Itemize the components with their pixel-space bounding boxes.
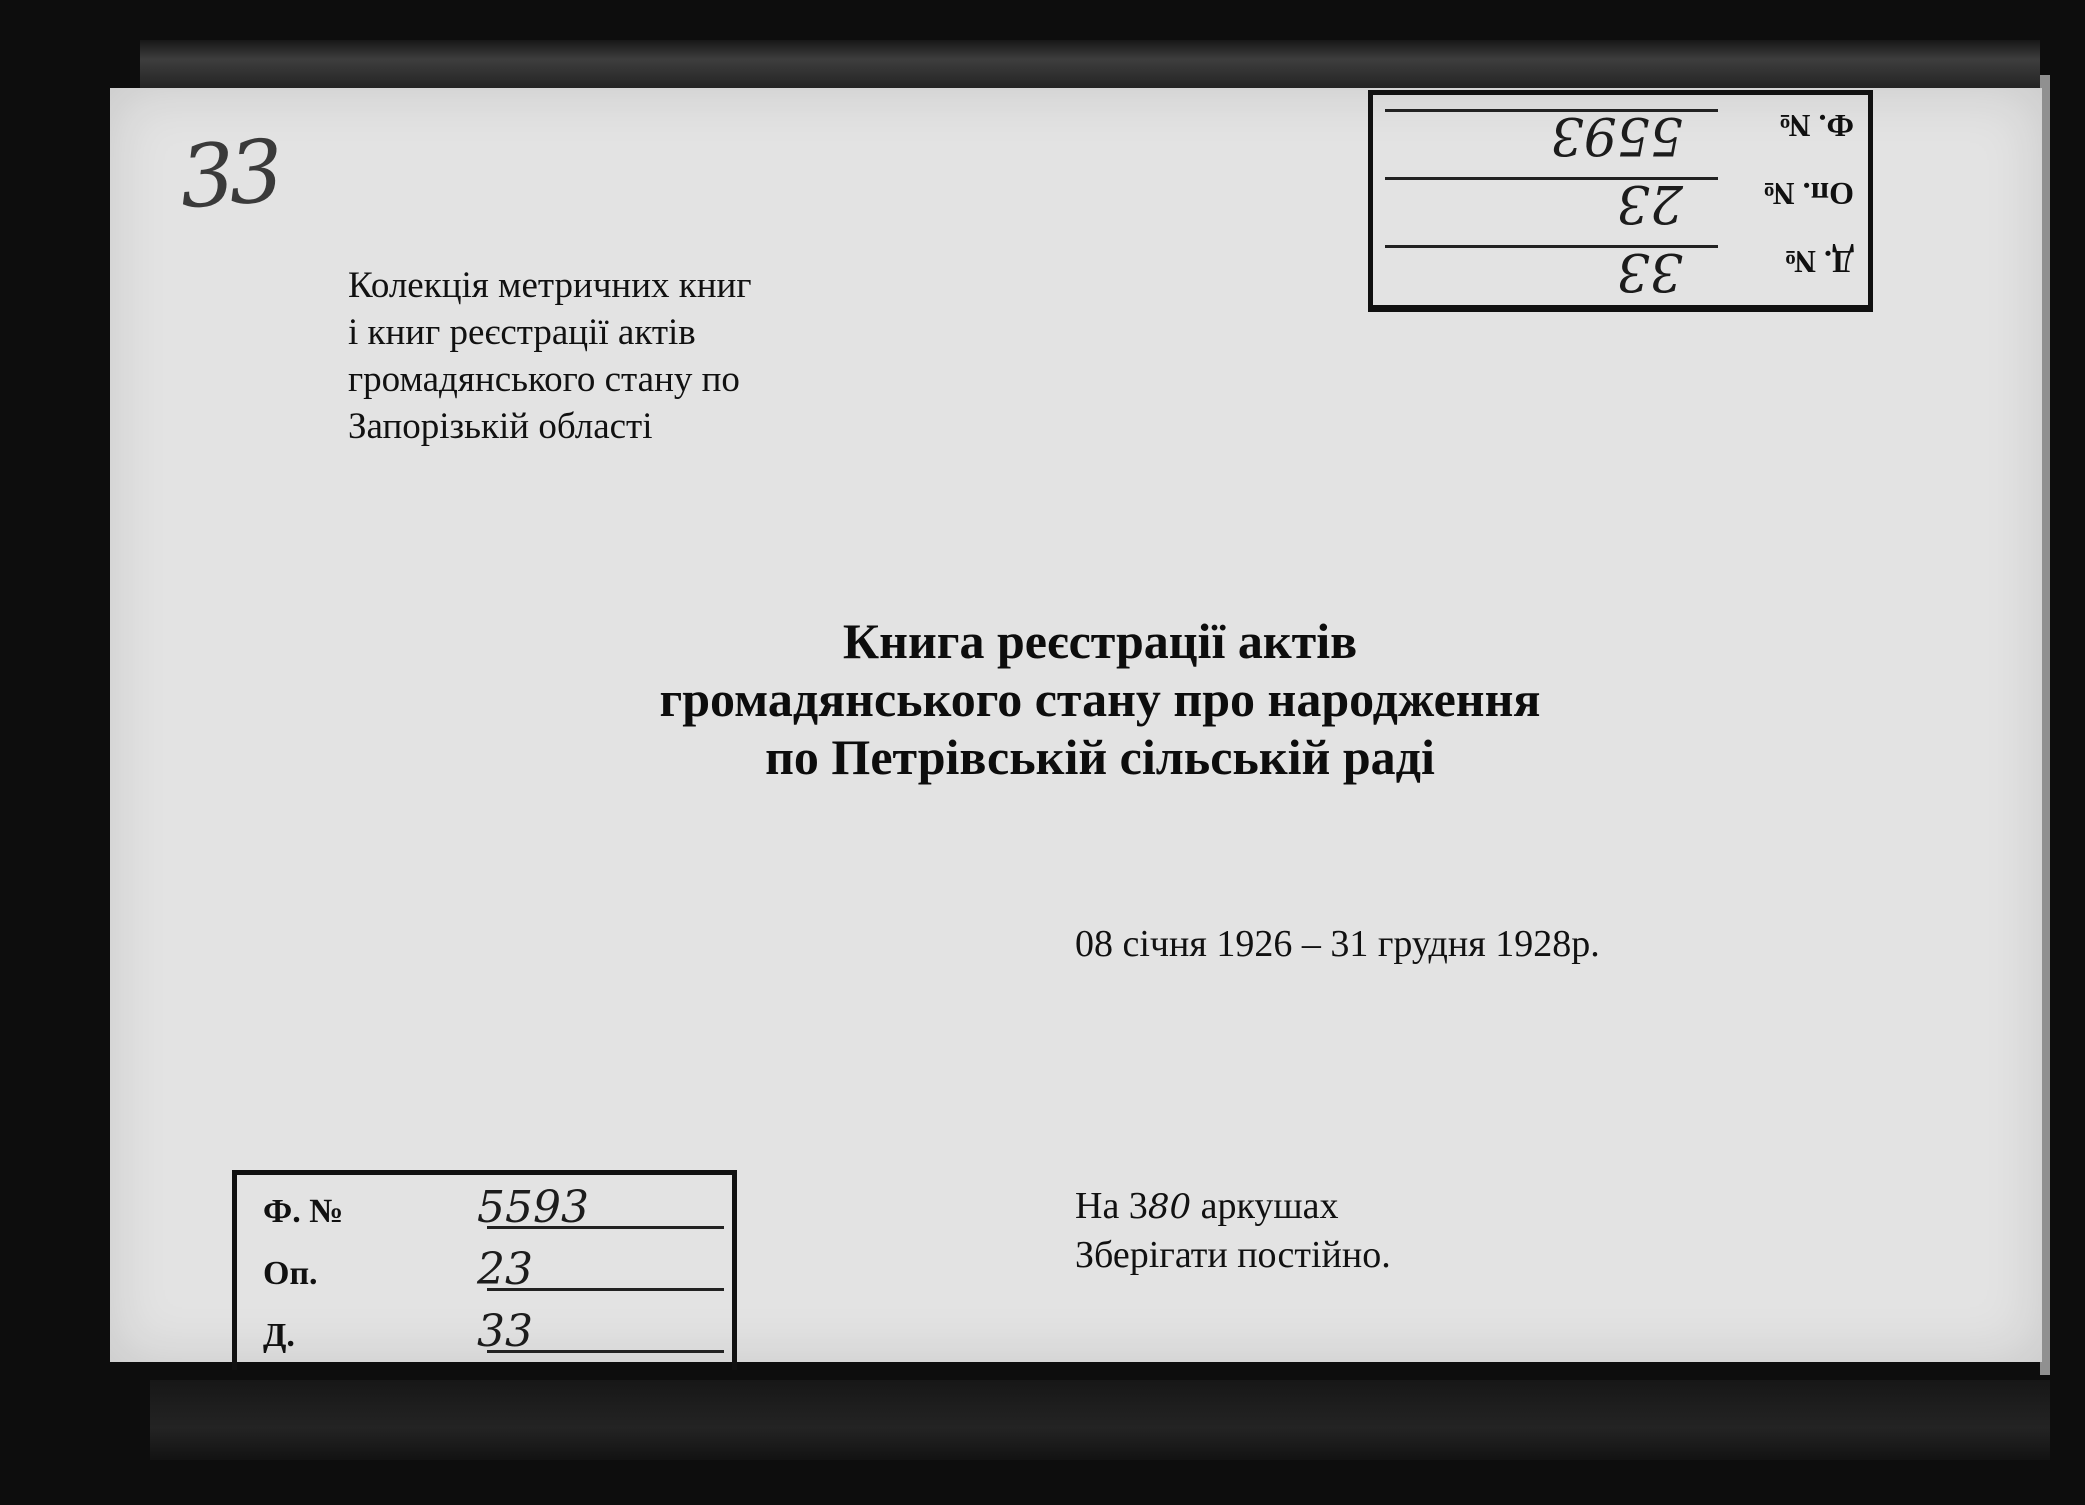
stamp-label: Д. [263, 1317, 295, 1354]
stamp-top-row-inventory [1373, 169, 1868, 233]
collection-line: і книг реєстрації актів [348, 312, 696, 353]
stamp-value: 23 [477, 1244, 533, 1295]
stamp-top-row-fond [1373, 101, 1868, 165]
stamp-value: 33 [477, 1306, 533, 1357]
stamp-value: 33 [1616, 241, 1683, 301]
stamp-value: 5593 [1550, 105, 1683, 165]
title-line: Книга реєстрації актів [842, 613, 1358, 669]
collection-line: громадянського стану по [348, 359, 740, 400]
collection-line: Колекція метричних книг [348, 265, 752, 306]
stamp-label: Ф. № [263, 1193, 344, 1230]
date-range: 08 січня 1926 – 31 грудня 1928р. [1075, 923, 1600, 965]
title-line: громадянського стану про народження [659, 671, 1541, 727]
archive-stamp-bottom [232, 1170, 737, 1370]
stamp-bottom-row-fond [237, 1175, 732, 1237]
sheet-count-line [1075, 1182, 1391, 1231]
stamp-label: Д. № [1783, 244, 1854, 280]
stamp-label: Оп. [263, 1255, 318, 1292]
collection-name [348, 262, 752, 450]
sheet-count-handwritten: 80 [1147, 1187, 1192, 1227]
stamp-label: Ф. № [1778, 108, 1854, 144]
collection-line: Запорізькій області [348, 406, 653, 447]
sheet-count-suffix: аркушах [1191, 1185, 1339, 1227]
scan-border-top [140, 40, 2040, 88]
stamp-value: 5593 [477, 1182, 589, 1233]
title-line: по Петрівській сільській раді [765, 729, 1435, 785]
stamp-top-row-file [1373, 237, 1868, 301]
stamp-label: Оп. № [1762, 176, 1854, 212]
stamp-bottom-row-inventory [237, 1237, 732, 1299]
sheets-info [1075, 1182, 1391, 1279]
sheet-count-prefix: На 3 [1075, 1185, 1148, 1227]
folio-number: 33 [176, 121, 281, 229]
storage-note: Зберігати постійно. [1075, 1234, 1391, 1276]
stamp-value: 23 [1616, 173, 1683, 233]
scan-border-bottom [150, 1380, 2050, 1460]
stamp-bottom-row-file [237, 1299, 732, 1361]
archive-stamp-top [1368, 90, 1873, 312]
document-title [420, 612, 1780, 786]
